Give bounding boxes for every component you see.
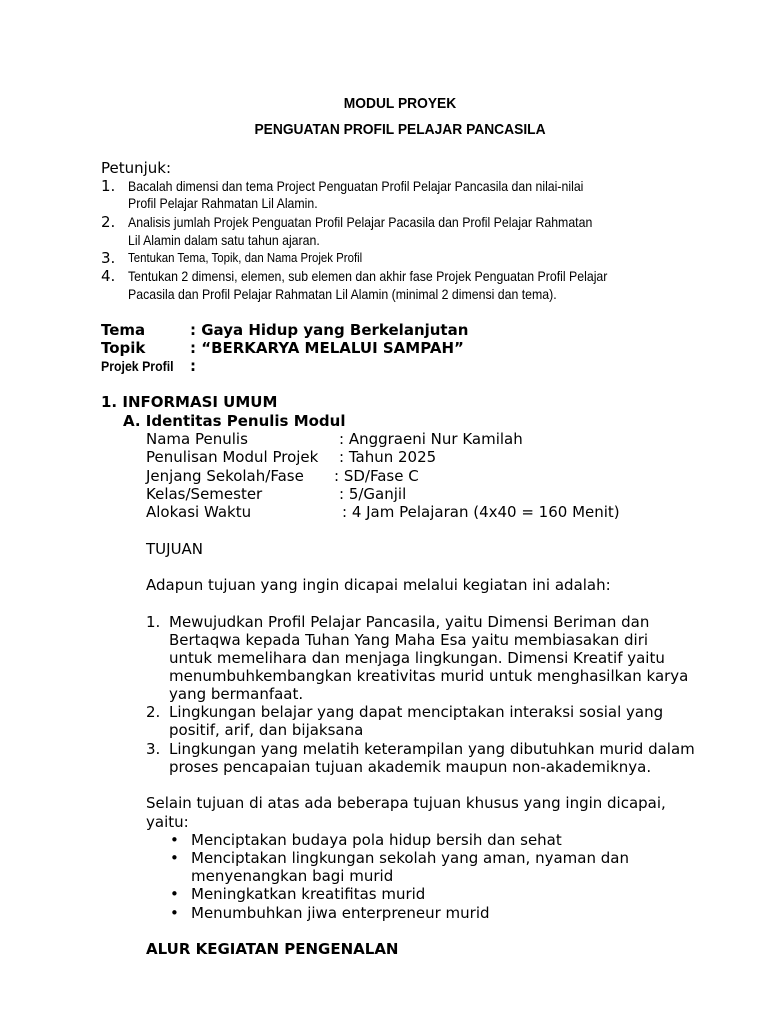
bullet-line: menyenangkan bagi murid [191,867,394,885]
topik-label: Topik [101,339,146,357]
petunjuk-number: 4. [101,267,116,285]
petunjuk-number: 3. [101,249,116,267]
petunjuk-line: Lil Alamin dalam satu tahun ajaran. [128,232,320,248]
identitas-label: Kelas/Semester [146,485,263,503]
bullet-line: Menciptakan budaya pola hidup bersih dan sehat [191,831,562,849]
topik-value: : “BERKARYA MELALUI SAMPAH” [190,339,464,357]
identitas-label: Jenjang Sekolah/Fase [146,467,304,485]
tujuan-line: Mewujudkan Profil Pelajar Pancasila, yaitu Dimensi Beriman dan [169,613,650,631]
document-subtitle: PENGUATAN PROFIL PELAJAR PANCASILA [254,121,546,138]
tujuan-heading: TUJUAN [146,540,204,558]
bullet-line: Meningkatkan kreatifitas murid [191,885,426,903]
tujuan-line: Lingkungan yang melatih keterampilan yang dibutuhkan murid dalam [169,740,695,758]
petunjuk-label: Petunjuk: [101,159,172,177]
petunjuk-number: 1. [101,177,116,195]
tema-value: : Gaya Hidup yang Berkelanjutan [190,321,469,339]
section-heading: 1. INFORMASI UMUM [101,393,278,411]
petunjuk-line: Tentukan Tema, Topik, dan Nama Projek Profil [128,250,363,265]
tujuan-line: positif, arif, dan bijaksana [169,721,364,739]
alur-heading: ALUR KEGIATAN PENGENALAN [146,940,399,958]
tujuan-line: Lingkungan belajar yang dapat menciptakan interaksi sosial yang [169,703,664,721]
identitas-label: Penulisan Modul Projek [146,448,319,466]
subsection-heading: A. Identitas Penulis Modul [123,412,346,430]
tujuan-line: untuk memelihara dan menjaga lingkungan. Dimensi Kreatif yaitu [169,649,665,667]
projek-label: Projek Profil [101,358,174,374]
petunjuk-line: Pacasila dan Profil Pelajar Rahmatan Lil Alamin (minimal 2 dimensi dan tema). [128,286,557,302]
identitas-value: : Tahun 2025 [339,448,437,466]
bullet-marker: • [170,904,179,922]
tujuan-line: yang bermanfaat. [169,685,304,703]
tujuan-intro: Adapun tujuan yang ingin dicapai melalui kegiatan ini adalah: [146,576,611,594]
petunjuk-number: 2. [101,213,116,231]
petunjuk-line: Profil Pelajar Rahmatan Lil Alamin. [128,195,318,211]
tujuan-khusus-intro: yaitu: [146,813,189,831]
tujuan-number: 1. [146,613,161,631]
tujuan-number: 2. [146,703,161,721]
bullet-marker: • [170,885,179,903]
tujuan-khusus-intro: Selain tujuan di atas ada beberapa tujuan khusus yang ingin dicapai, [146,794,666,812]
bullet-line: Menumbuhkan jiwa enterpreneur murid [191,904,490,922]
petunjuk-line: Tentukan 2 dimensi, elemen, sub elemen dan akhir fase Projek Penguatan Profil Pelajar [128,268,608,284]
petunjuk-line: Bacalah dimensi dan tema Project Penguatan Profil Pelajar Pancasila dan nilai-nilai [128,178,584,194]
tujuan-line: Bertaqwa kepada Tuhan Yang Maha Esa yaitu membiasakan diri [169,631,649,649]
tujuan-number: 3. [146,740,161,758]
tujuan-line: proses pencapaian tujuan akademik maupun non-akademiknya. [169,758,652,776]
projek-value: : [190,357,196,375]
identitas-value: : SD/Fase C [334,467,419,485]
bullet-line: Menciptakan lingkungan sekolah yang aman, nyaman dan [191,849,629,867]
identitas-label: Alokasi Waktu [146,503,252,521]
tema-label: Tema [101,321,146,339]
tujuan-line: menumbuhkembangkan kreativitas murid untuk menghasilkan karya [169,667,689,685]
petunjuk-line: Analisis jumlah Projek Penguatan Profil Pelajar Pacasila dan Profil Pelajar Rahmatan [128,214,593,230]
bullet-marker: • [170,831,179,849]
document-title: MODUL PROYEK [343,95,457,112]
identitas-value: : 5/Ganjil [339,485,407,503]
identitas-label: Nama Penulis [146,430,248,448]
bullet-marker: • [170,849,179,867]
identitas-value: : Anggraeni Nur Kamilah [339,430,523,448]
identitas-value: : 4 Jam Pelajaran (4x40 = 160 Menit) [342,503,620,521]
